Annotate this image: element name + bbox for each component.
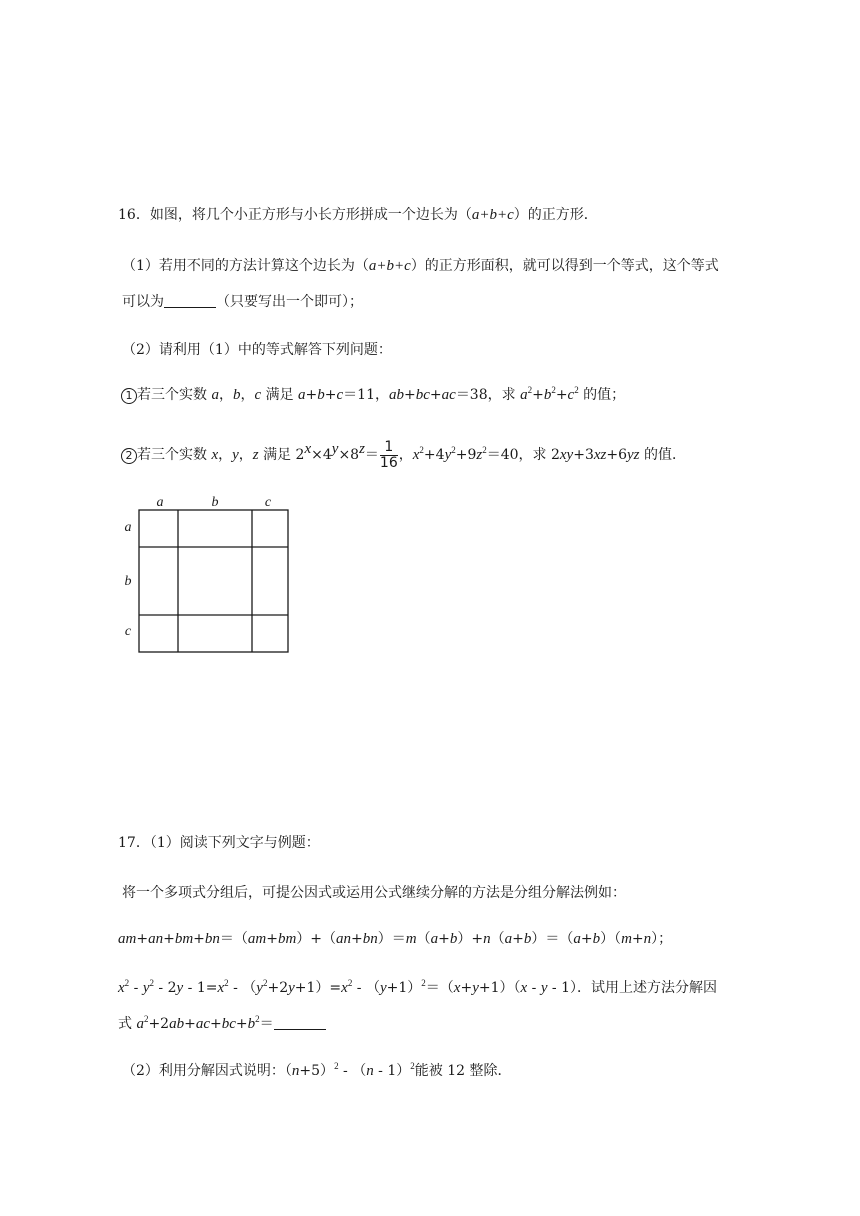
square-grid-figure bbox=[120, 495, 295, 657]
top-label-a: a bbox=[156, 495, 164, 510]
side-expression: a+b+c bbox=[471, 207, 514, 223]
q16-part2: （2）请利用（1）中的等式解答下列问题： bbox=[122, 342, 392, 358]
top-label-c: c bbox=[264, 495, 272, 510]
q16-stem: 16．如图，将几个小正方形与小长方形拼成一个边长为（a+b+c）的正方形． bbox=[118, 207, 598, 223]
q16-number: 16． bbox=[118, 207, 150, 223]
q16-part1-line1: （1）若用不同的方法计算这个边长为（a+b+c）的正方形面积，就可以得到一个等式，这个等式 bbox=[122, 258, 719, 274]
circled-number-1: 1 bbox=[121, 388, 137, 404]
q17-number: 17． bbox=[118, 835, 150, 851]
answer-blank-2 bbox=[274, 1016, 326, 1030]
fraction-one-sixteenth: $\frac{1}{16}$ bbox=[379, 438, 398, 471]
q17-intro: 将一个多项式分组后，可提公因式或运用公式继续分解的方法是分组分解法例如： bbox=[122, 885, 626, 901]
circled-number-2: 2 bbox=[121, 448, 137, 464]
answer-blank bbox=[164, 294, 216, 308]
q16-subquestion-2: 2 若三个实数 x，y，z 满足 $2^x\times 4^y\times 8^z=$ $\frac{1}{16}$ ，$x^2+4y^2+9z^2=40$，求 2xy+3xz+6yz 的值． bbox=[121, 438, 686, 472]
left-label-b: b bbox=[124, 574, 132, 589]
q17-example-2: $x^2 - y^2 - 2y - 1=x^2 - (y^2+2y+1)=x^2 - (y+1)^2=(x+y+1)(x - y - 1)$．试用上述方法分解因 bbox=[118, 978, 718, 996]
q16-part1-line2: 可以为 （只要写出一个即可）； bbox=[122, 294, 363, 310]
outer-square bbox=[139, 510, 288, 652]
q17-example-2-cont: 式 $a^2+2ab+ac+bc+b^2=$ bbox=[118, 1015, 326, 1033]
q17-example-1: am+an+bm+bn＝（am+bm）+（an+bn）＝m（a+b）+n（a+b）＝（a+b）（m+n）； bbox=[118, 931, 673, 947]
top-label-b: b bbox=[211, 495, 219, 510]
q16-subquestion-1: 1 若三个实数 a，b，c 满足 a+b+c＝11，ab+bc+ac＝38，求 $a^2+b^2+c^2$ 的值； bbox=[121, 386, 625, 404]
left-label-c: c bbox=[124, 624, 132, 639]
left-label-a: a bbox=[124, 520, 132, 535]
q17-part2: （2）利用分解因式说明：$(n+5)^2 - (n - 1)^2$能被 12 整除． bbox=[122, 1061, 512, 1079]
q17-stem: 17．（1）阅读下列文字与例题： bbox=[118, 835, 320, 851]
